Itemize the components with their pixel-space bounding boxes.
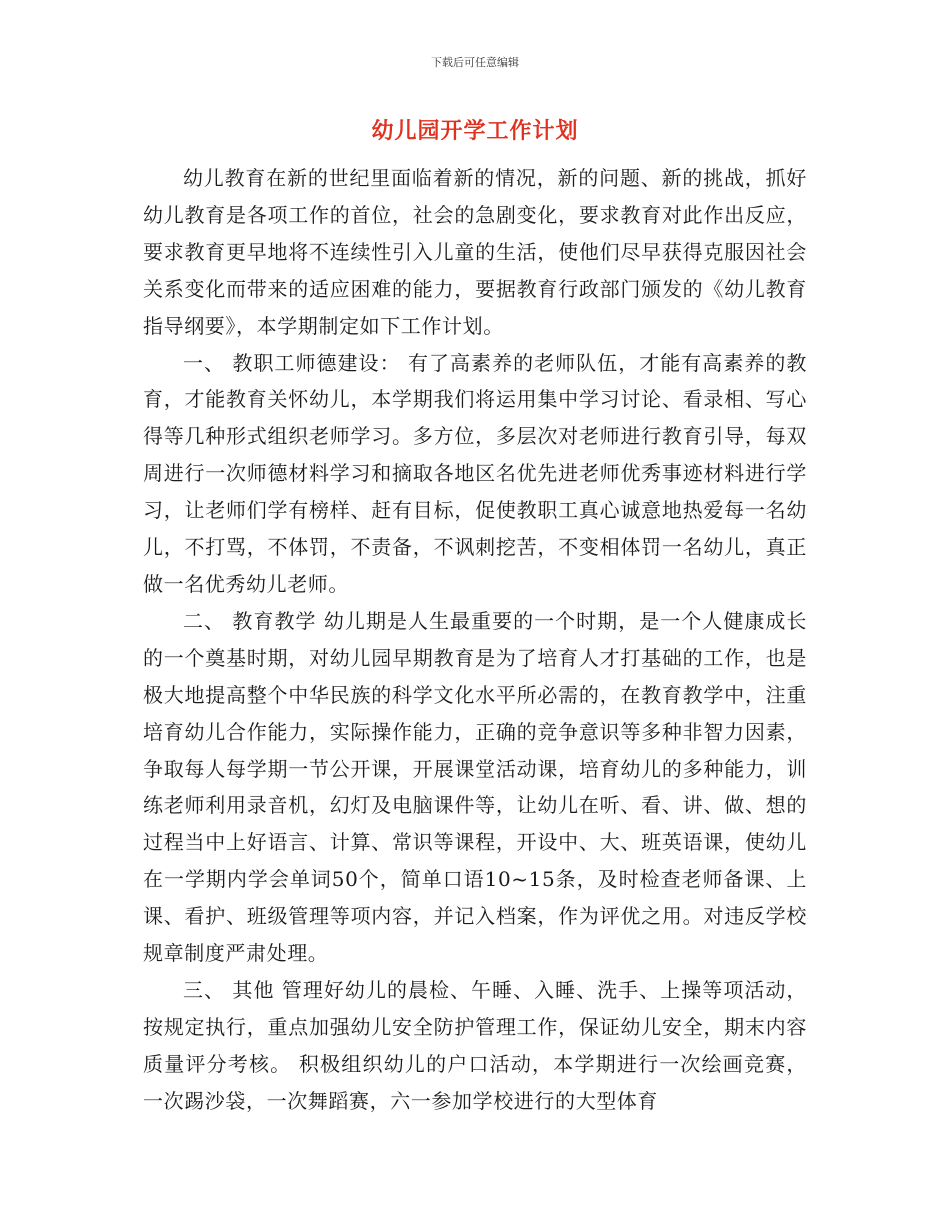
- document-body: [143, 160, 807, 1120]
- paragraph-section-3: 三、 其他 管理好幼儿的晨检、午睡、入睡、洗手、上操等项活动，按规定执行，重点加强幼儿安全防护管理工作，保证幼儿安全，期末内容质量评分考核。 积极组织幼儿的户口活动，本学期进行一次绘画竞赛，一次踢沙袋，一次舞蹈赛，六一参加学校进行的大型体育: [143, 977, 807, 1113]
- document-title: 幼儿园开学工作计划: [371, 118, 579, 144]
- page-header-note: 下载后可任意编辑: [431, 56, 519, 69]
- paragraph-section-2: 二、 教育教学 幼儿期是人生最重要的一个时期，是一个人健康成长的一个奠基时期，对幼儿园早期教育是为了培育人才打基础的工作，也是极大地提高整个中华民族的科学文化水平所必需的，在教育教学中，注重培育幼儿合作能力，实际操作能力，正确的竞争意识等多种非智力因素，争取每人每学期一节公开课，开展课堂活动课，培育幼儿的多种能力，训练老师利用录音机，幻灯及电脑课件等，让幼儿在听、看、讲、做、想的过程当中上好语言、计算、常识等课程，开设中、大、班英语课，使幼儿在一学期内学会单词50个，简单口语10~15条，及时检查老师备课、上课、看护、班级管理等项内容，并记入档案，作为评优之用。对违反学校规章制度严肃处理。: [143, 608, 807, 966]
- paragraph-section-1: 一、 教职工师德建设： 有了高素养的老师队伍，才能有高素养的教育，才能教育关怀幼儿，本学期我们将运用集中学习讨论、看录相、写心得等几种形式组织老师学习。多方位，多层次对老师进行教育引导，每双周进行一次师德材料学习和摘取各地区名优先进老师优秀事迹材料进行学习，让老师们学有榜样、赶有目标，促使教职工真心诚意地热爱每一名幼儿，不打骂，不体罚，不责备，不讽刺挖苦，不变相体罚一名幼儿，真正做一名优秀幼儿老师。: [143, 350, 807, 596]
- paragraph-intro: 幼儿教育在新的世纪里面临着新的情况，新的问题、新的挑战，抓好幼儿教育是各项工作的首位，社会的急剧变化，要求教育对此作出反应，要求教育更早地将不连续性引入儿童的生活，使他们尽早获得克服因社会关系变化而带来的适应困难的能力，要据教育行政部门颁发的《幼儿教育指导纲要》，本学期制定如下工作计划。: [143, 166, 807, 338]
